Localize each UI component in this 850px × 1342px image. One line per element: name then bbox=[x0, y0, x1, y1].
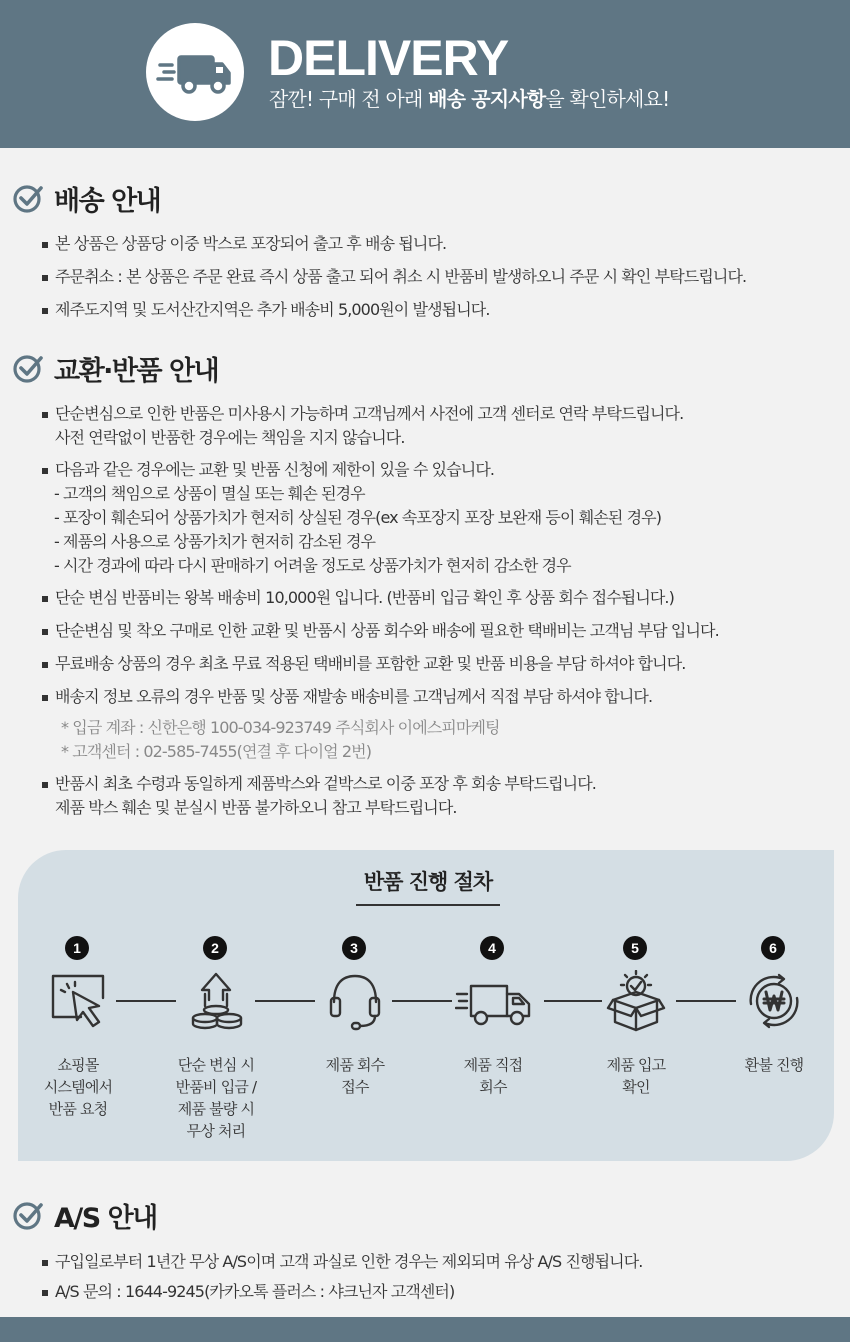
list-item: 배송지 정보 오류의 경우 반품 및 상품 재발송 배송비를 고객님께서 직접 부담 하셔야 합니다. * 입금 계좌 : 신한은행 100-034-923749 주식회사 이에스피마케팅 * 고객센터 : 02-585-7455(연결 후 다이얼 2번) bbox=[42, 685, 719, 764]
step-label: 환불 진행 bbox=[744, 1056, 804, 1074]
bank-account-note: * 입금 계좌 : 신한은행 100-034-923749 주식회사 이에스피마케팅 bbox=[61, 718, 500, 737]
list-item: 단순 변심 반품비는 왕복 배송비 10,000원 입니다. (반품비 입금 확인 후 상품 회수 접수됩니다.) bbox=[42, 586, 719, 610]
exchange-list bbox=[42, 402, 719, 820]
headset-icon bbox=[324, 970, 386, 1032]
list-item: 제주도지역 및 도서산간지역은 추가 배송비 5,000원이 발생됩니다. bbox=[42, 298, 746, 322]
return-process-panel: 반품 진행 절차 1 쇼핑몰 시스템에서 반품 요청 2 단순 변심 시 반품비 입금 / 제품 불량 시 무상 처리 3 제품 회수 접수 4 제품 직접 회수 5 제품 입고 확인 6 환불 진행 bbox=[18, 850, 834, 1161]
list-item: 반품시 최초 수령과 동일하게 제품박스와 겉박스로 이중 포장 후 회송 부탁드립니다. 제품 박스 훼손 및 분실시 반품 불가하오니 참고 부탁드립니다. bbox=[42, 772, 719, 820]
step-label: 단순 변심 시 반품비 입금 / 제품 불량 시 무상 처리 bbox=[175, 1056, 257, 1140]
list-item: 단순변심 및 착오 구매로 인한 교환 및 반품시 상품 회수와 배송에 필요한 택배비는 고객님 부담 입니다. bbox=[42, 619, 719, 643]
shipping-section-title: 배송 안내 bbox=[12, 180, 160, 216]
exchange-section-title: 교환·반품 안내 bbox=[12, 350, 218, 386]
list-item: 구입일로부터 1년간 무상 A/S이며 고객 과실로 인한 경우는 제외되며 유상 A/S 진행됩니다. bbox=[42, 1250, 642, 1274]
header-title: DELIVERY bbox=[268, 30, 509, 86]
box-check-icon bbox=[605, 970, 667, 1032]
list-item: 주문취소 : 본 상품은 주문 완료 즉시 상품 출고 되어 취소 시 반품비 발생하오니 주문 시 확인 부탁드립니다. bbox=[42, 265, 746, 289]
list-item: 본 상품은 상품당 이중 박스로 포장되어 출고 후 배송 됩니다. bbox=[42, 232, 746, 256]
footer-bar bbox=[0, 1317, 850, 1342]
won-refund-icon bbox=[743, 970, 805, 1032]
as-section-title: A/S 안내 bbox=[12, 1197, 157, 1233]
connector-line bbox=[676, 1000, 736, 1002]
step-label: 쇼핑몰 시스템에서 반품 요청 bbox=[43, 1056, 113, 1118]
process-title: 반품 진행 절차 bbox=[356, 866, 500, 906]
check-circle-icon bbox=[12, 352, 44, 384]
list-item: 다음과 같은 경우에는 교환 및 반품 신청에 제한이 있을 수 있습니다. - 고객의 책임으로 상품이 멸실 또는 훼손 된경우 - 포장이 훼손되어 상품가치가 현저히 상실된 경우(ex 속포장지 포장 보완재 등이 훼손된 경우) - 제품의 사용으로 상품가치가 현저히 감소된 경우 - 시간 경과에 따라 다시 판매하기 어려울 정도로 상품가치가 현저히 감소한 경우 bbox=[42, 458, 719, 578]
check-circle-icon bbox=[12, 182, 44, 214]
list-item: 무료배송 상품의 경우 최초 무료 적용된 택배비를 포함한 교환 및 반품 비용을 부담 하셔야 합니다. bbox=[42, 652, 719, 676]
connector-line bbox=[544, 1000, 602, 1002]
shipping-list bbox=[42, 232, 746, 322]
as-list bbox=[42, 1250, 642, 1304]
delivery-truck-icon bbox=[455, 970, 533, 1032]
connector-line bbox=[255, 1000, 315, 1002]
delivery-header bbox=[0, 0, 850, 148]
step-label: 제품 직접 회수 bbox=[463, 1056, 523, 1096]
call-center-note: * 고객센터 : 02-585-7455(연결 후 다이얼 2번) bbox=[61, 742, 372, 761]
list-item: 단순변심으로 인한 반품은 미사용시 가능하며 고객님께서 사전에 고객 센터로 연락 부탁드립니다. 사전 연락없이 반품한 경우에는 책임을 지지 않습니다. bbox=[42, 402, 719, 450]
connector-line bbox=[116, 1000, 176, 1002]
coins-upload-icon bbox=[185, 970, 247, 1032]
check-circle-icon bbox=[12, 1199, 44, 1231]
shopping-system-click-icon bbox=[47, 970, 109, 1032]
header-subtitle: 잠깐! 구매 전 아래 배송 공지사항을 확인하세요! bbox=[269, 87, 670, 111]
delivery-truck-icon bbox=[146, 23, 244, 121]
step-label: 제품 회수 접수 bbox=[325, 1056, 385, 1096]
connector-line bbox=[392, 1000, 452, 1002]
step-label: 제품 입고 확인 bbox=[606, 1056, 666, 1096]
list-item: A/S 문의 : 1644-9245(카카오톡 플러스 : 샤크닌자 고객센터) bbox=[42, 1280, 642, 1304]
